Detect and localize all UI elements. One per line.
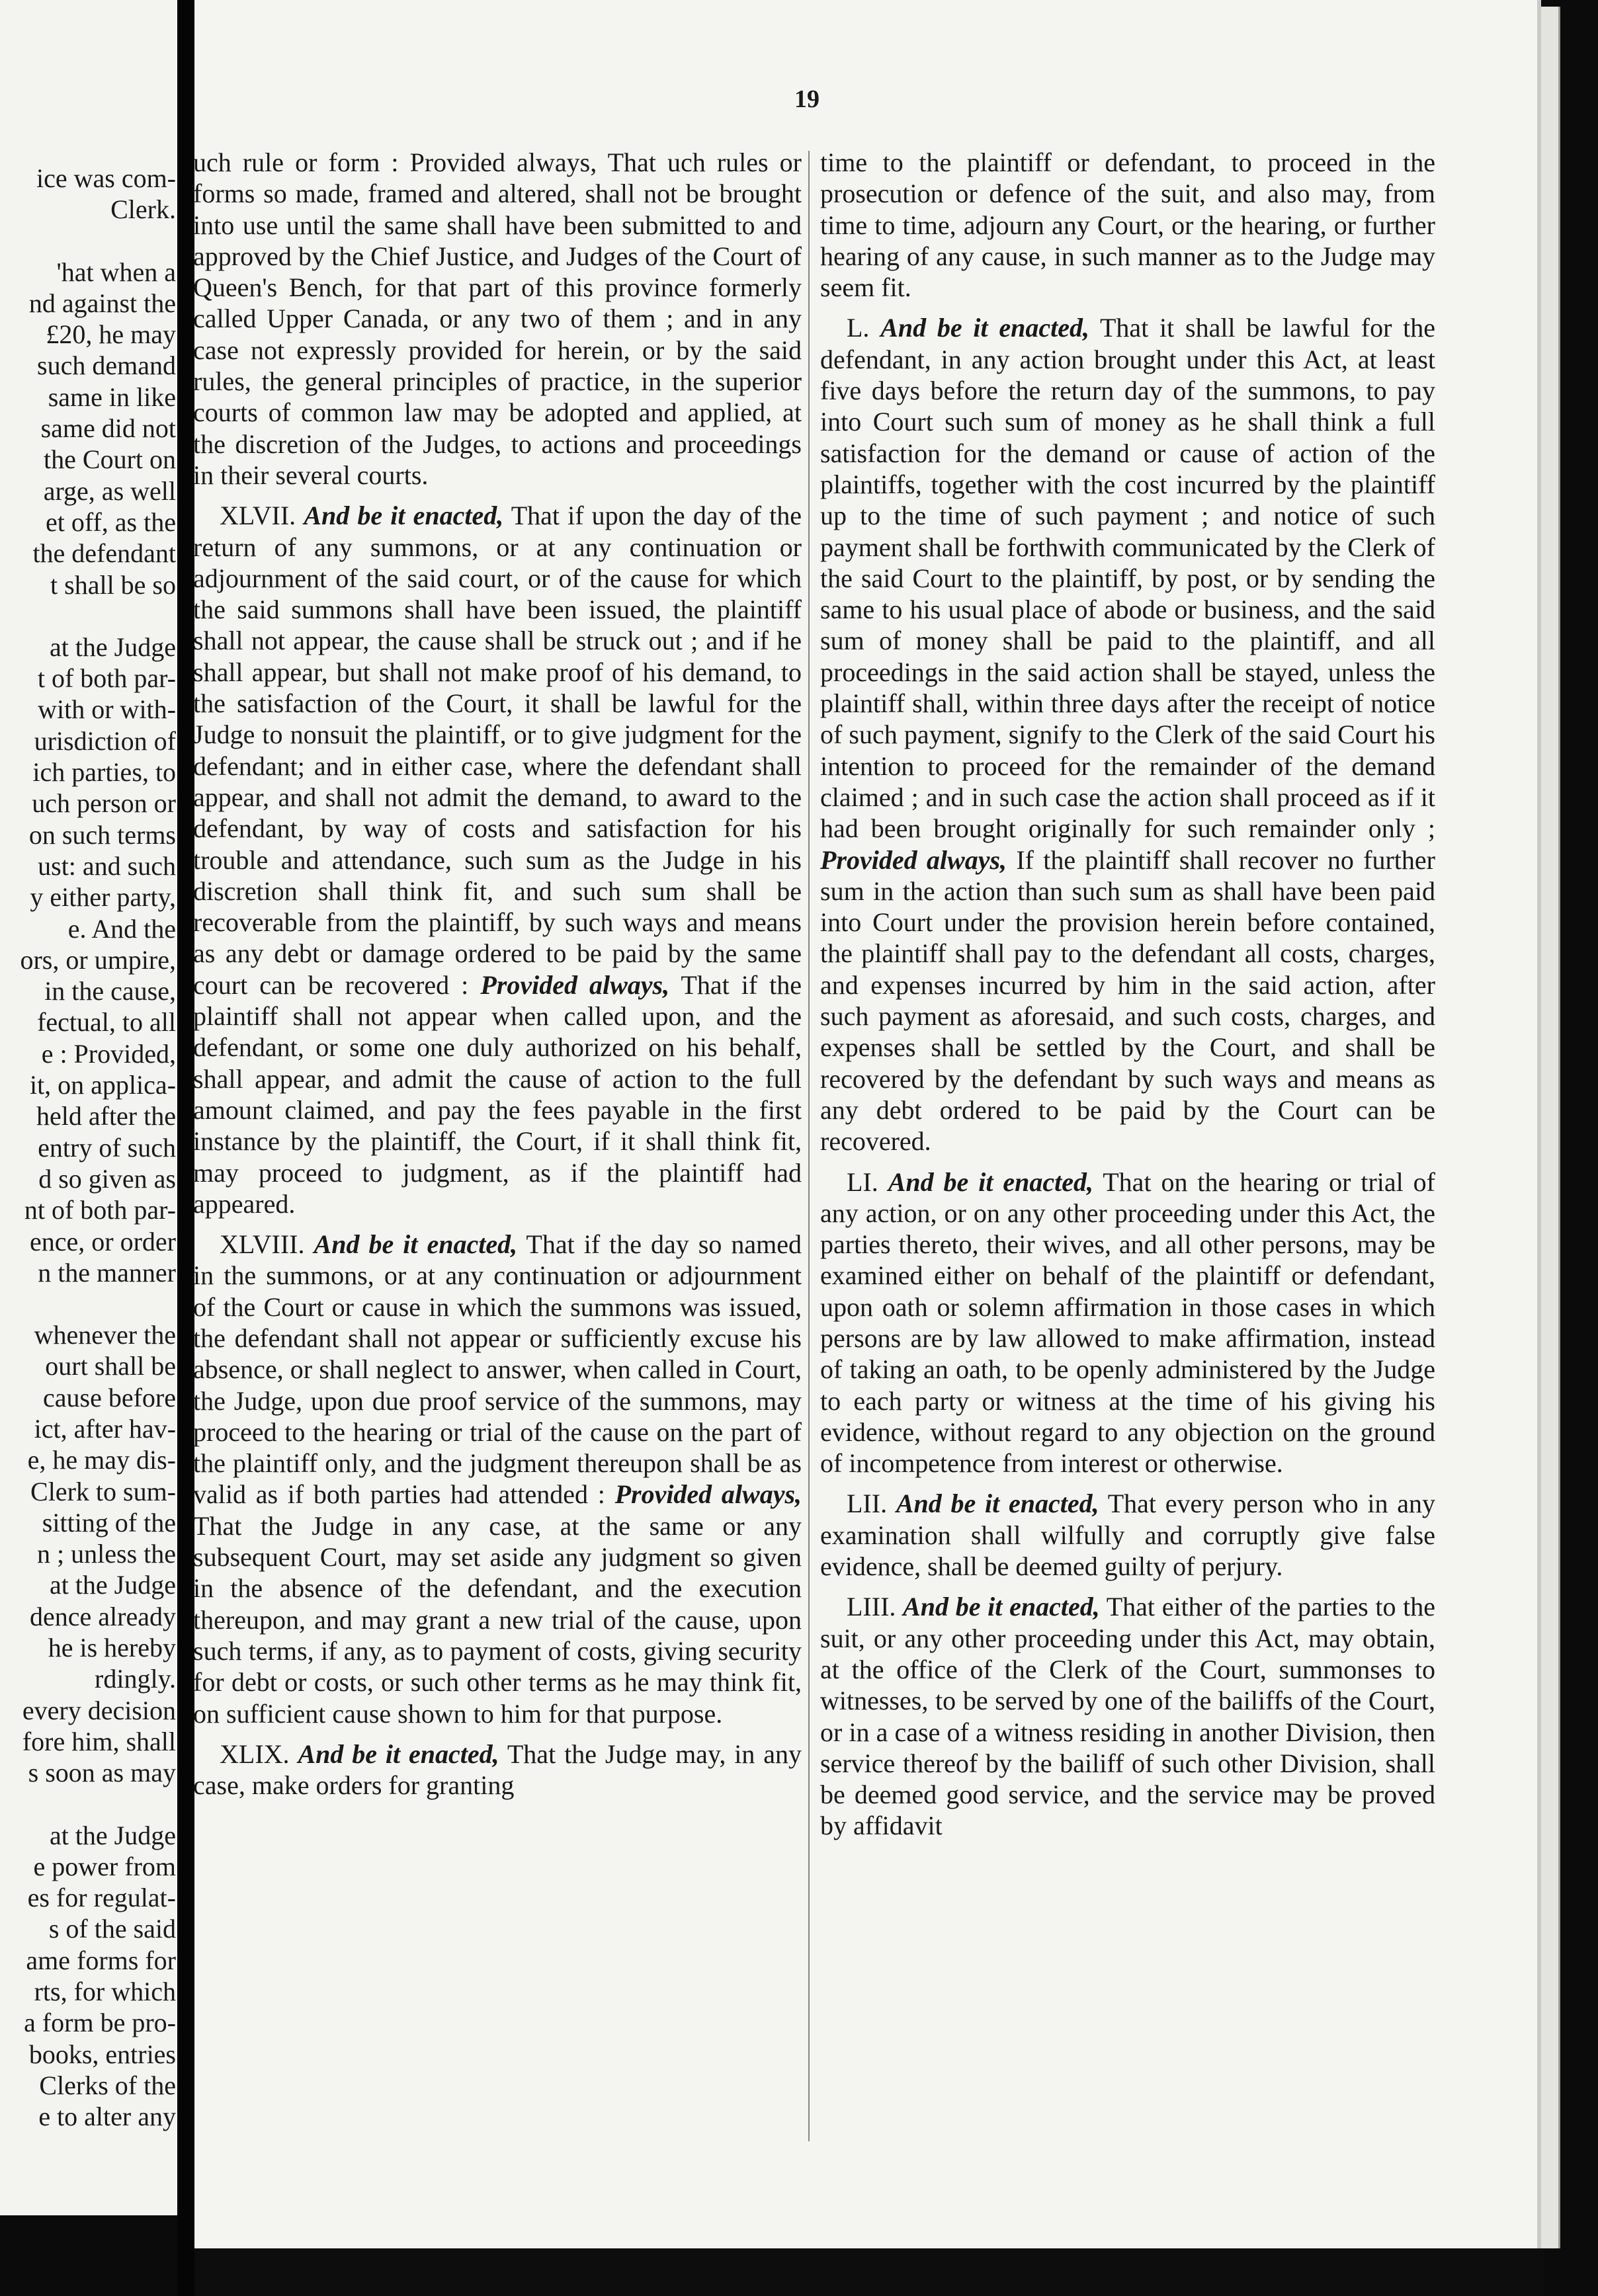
fragment-line: same in like [48,382,176,412]
enacting-clause: And be it enacted, [896,1489,1099,1519]
fragment-line: ust: and such [38,850,176,881]
fragment-line: ame forms for [26,1945,176,1975]
fragment-line: dence already [30,1601,176,1631]
section-number: LII. [847,1489,888,1519]
fragment-line: d so given as [38,1163,176,1194]
fragment-line: ence, or order [30,1226,176,1256]
fragment-line: et off, as the [46,507,176,537]
fragment-line: t shall be so [50,569,176,600]
proviso: Provided always, [820,844,1007,875]
section-lii: LII. And be it enacted, That every person who in any examination shall wilfully and corruptly give false evidence, shall be deemed guilty of perjury. [820,1489,1436,1582]
fragment-line: n the manner [38,1257,176,1288]
fragment-line: Clerks of the [39,2070,176,2100]
fragment-line: e power from [33,1851,176,1881]
fragment-line: ourt shall be [45,1351,176,1381]
fragment-line [0,600,177,632]
fragment-line: he is hereby [48,1633,176,1663]
section-number: XLVII. [220,501,296,531]
section-xlvii: XLVII. And be it enacted, That if upon the day of the return of any summons, or at any continuation or adjournment of the said court, or of the cause for which the said summons shall have been issued, the plaintiff shall not appear, the cause shall be struck out ; and if he shall appear, but shall not make proof of his demand, to the satisfaction of the Court, it shall be lawful for the Judge to nonsuit the plaintiff, or to give judgment for the defendant; and in either case, where the defendant shall appear, and shall not admit the demand, to award to the defendant, by way of costs and satisfaction for his trouble and attendance, such sum as the Judge in his discretion shall think fit, and such sum shall be recoverable from the plaintiff, by such ways and means as any debt or damage ordered to be paid by the same court can be recovered : Provided always, That if the plaintiff shall not appear when called upon, and the defendant, or some one duly authorized on his behalf, shall appear, and admit the cause of action to the full amount claimed, and pay the fees payable in the first instance by the plaintiff, the Court, if it shall think fit, may proceed to judgment, as if the plaintiff had appeared. [193,501,802,1219]
fragment-line: at the Judge [49,1570,176,1600]
fragment-line: same did not [40,413,176,444]
fragment-line: e : Provided, [41,1038,176,1069]
fragment-line: nd against the [28,288,176,318]
book-gutter [177,0,194,2296]
fragment-line: Clerk. [110,194,176,225]
fragment-line: cause before [43,1382,176,1413]
section-number: L. [847,313,870,343]
fragment-line: such demand [37,350,176,381]
fragment-line: ice was com- [36,163,176,193]
fragment-line: n ; unless the [37,1539,176,1569]
scan-border [194,2248,1544,2296]
section-number: LIII. [847,1592,896,1622]
fragment-line: e. And the [67,913,176,944]
fragment-line: sitting of the [42,1507,176,1538]
fragment-line: s of the said [48,1914,176,1944]
proviso: Provided always, [480,969,670,1000]
section-xlviii: XLVIII. And be it enacted, That if the day so named in the summons, or at any continuation or adjournment of the Court or cause in which the summons was issued, the defendant shall not appear or sufficiently excuse his absence, or shall neglect to answer, when called in Court, the Judge, upon due proof service of the summons, may proceed to the hearing or trial of the cause on the part of the plaintiff only, and the judgment thereupon shall be as valid as if both parties had attended : Provided always, That the Judge in any case, at the same or any subsequent Court, may set aside any judgment so given in the absence of the defendant, and the execution thereupon, and may grant a new trial of the cause, upon such terms, if any, as to payment of costs, giving security for debt or costs, or such other terms as he may think fit, on sufficient cause shown to him for that purpose. [193,1229,802,1729]
section-number: LI. [847,1167,878,1197]
paragraph-continuation: uch rule or form : Provided always, That uch rules or forms so made, framed and altered, shall not be brought into use until the same shall have been submitted to and approved by the Chief Justice, and Judges of the Court of Queen's Bench, for that part of this province formerly called Upper Canada, or any two of them ; and in any case not expressly provided for herein, or by the said rules, the general principles of practice, in the superior courts of common law may be adopted and applied, at the discretion of the Judges, to actions and proceedings in their several courts. [193,147,802,490]
fragment-line: 'hat when a [56,257,176,287]
fragment-line: a form be pro- [24,2008,176,2038]
fragment-line: every decision [22,1695,176,1725]
fragment-line: at the Judge [49,632,176,662]
enacting-clause: And be it enacted, [298,1739,499,1769]
enacting-clause: And be it enacted, [888,1167,1094,1197]
fragment-line: nt of both par- [24,1195,176,1225]
fragment-line: rdingly. [95,1664,176,1694]
fragment-line: rts, for which [34,1977,176,2007]
column-left [193,147,802,1810]
fragment-line: ict, after hav- [34,1413,176,1444]
fragment-line: £20, he may [46,319,176,350]
fragment-line: on such terms [28,819,176,850]
section-l: L. And be it enacted, That it shall be lawful for the defendant, in any action brought under this Act, at least five days before the return day of the summons, to pay into Court such sum of money as he shall think a full satisfaction for the demand or cause of action of the plaintiffs, together with the cost incurred by the plaintiff up to the time of such payment ; and notice of such payment shall be forthwith communicated by the Clerk of the said Court to the plaintiff, by post, or by sending the same to his usual place of abode or business, and the said sum of money shall be paid to the plaintiff, and all proceedings in the said action shall be stayed, unless the plaintiff shall, within three days after the receipt of notice of such payment, signify to the Clerk of the said Court his intention to proceed for the remainder of the demand claimed ; and in such case the action shall proceed as if it had been brought originally for such remainder only ; Provided always, If the plaintiff shall recover no further sum in the action than such sum as shall have been paid into Court under the provision herein before contained, the plaintiff shall pay to the defendant all costs, charges, and expenses incurred by him in the said action, after such payment as aforesaid, and such costs, charges, and expenses shall be settled by the Court, and shall be recovered by the defendant by such ways and means as any debt ordered to be paid by the Court can be recovered. [820,313,1436,1157]
fragment-line: the defendant [32,538,176,569]
fragment-line: Clerk to sum- [30,1476,176,1506]
enacting-clause: And be it enacted, [304,501,504,531]
section-number: XLVIII. [220,1229,305,1260]
fragment-line: fectual, to all [37,1007,176,1038]
fragment-line: entry of such [38,1132,176,1163]
section-li: LI. And be it enacted, That on the hearing or trial of any action, or on any other proceeding under this Act, the parties thereto, their wives, and all other persons, may be examined either on behalf of the plaintiff or defendant, upon oath or solemn affirmation in those cases in which persons are by law allowed to make affirmation, instead of taking an oath, to be openly administered by the Judge to each party or witness at the time of his giving his evidence, without regard to any objection on the ground of incompetence from interest or otherwise. [820,1167,1436,1479]
section-xlix: XLIX. And be it enacted, That the Judge may, in any case, make orders for granting [193,1739,802,1801]
fragment-line: urisdiction of [34,725,176,756]
fragment-line: held after the [36,1101,176,1131]
fragment-line: whenever the [34,1320,176,1350]
facing-page-text [0,163,177,2133]
fragment-line: e to alter any [38,2102,176,2132]
fragment-line: fore him, shall [22,1726,176,1756]
proviso: Provided always, [614,1479,802,1510]
fragment-line: es for regulat- [27,1883,176,1913]
fragment-line: in the cause, [44,976,176,1006]
fragment-line: arge, as well [43,475,176,506]
column-divider [808,151,810,2141]
fragment-line: with or with- [38,694,176,725]
enacting-clause: And be it enacted, [903,1592,1100,1622]
fragment-line [0,1789,177,1820]
fragment-line: books, entries [28,2039,176,2069]
fragment-line: uch person or [32,788,176,819]
fragment-line [0,1288,177,1319]
enacting-clause: And be it enacted, [314,1229,518,1260]
fragment-line: y either party, [30,882,176,913]
fragment-line: it, on applica- [29,1070,176,1100]
fragment-line: s soon as may [28,1758,176,1788]
facing-page-fragment [0,0,177,2215]
enacting-clause: And be it enacted, [880,313,1089,343]
fragment-line: at the Judge [49,1820,176,1850]
section-liii: LIII. And be it enacted, That either of the parties to the suit, or any other proceeding under this Act, may obtain, at the office of the Clerk of the Court, summonses to witnesses, to be served by one of the bailiffs of the Court, or in a case of a witness residing in another Division, then service thereof by the bailiff of such other Division, shall be deemed good service, and the service may be proved by affidavit [820,1592,1436,1841]
fragment-line: the Court on [44,444,176,475]
column-right [820,147,1435,1851]
page-edge [1541,7,1560,2248]
fragment-line: ich parties, to [32,757,176,788]
paragraph-continuation: time to the plaintiff or defendant, to proceed in the prosecution or defence of the suit, and also may, from time to time, adjourn any Court, or the hearing, or further hearing of any cause, in such manner as to the Judge may seem fit. [820,147,1435,303]
fragment-line [0,226,177,257]
fragment-line: e, he may dis- [27,1445,176,1475]
section-number: XLIX. [220,1739,290,1769]
page-number: 19 [794,85,820,113]
fragment-line: t of both par- [37,663,176,694]
fragment-line: ors, or umpire, [20,944,176,975]
